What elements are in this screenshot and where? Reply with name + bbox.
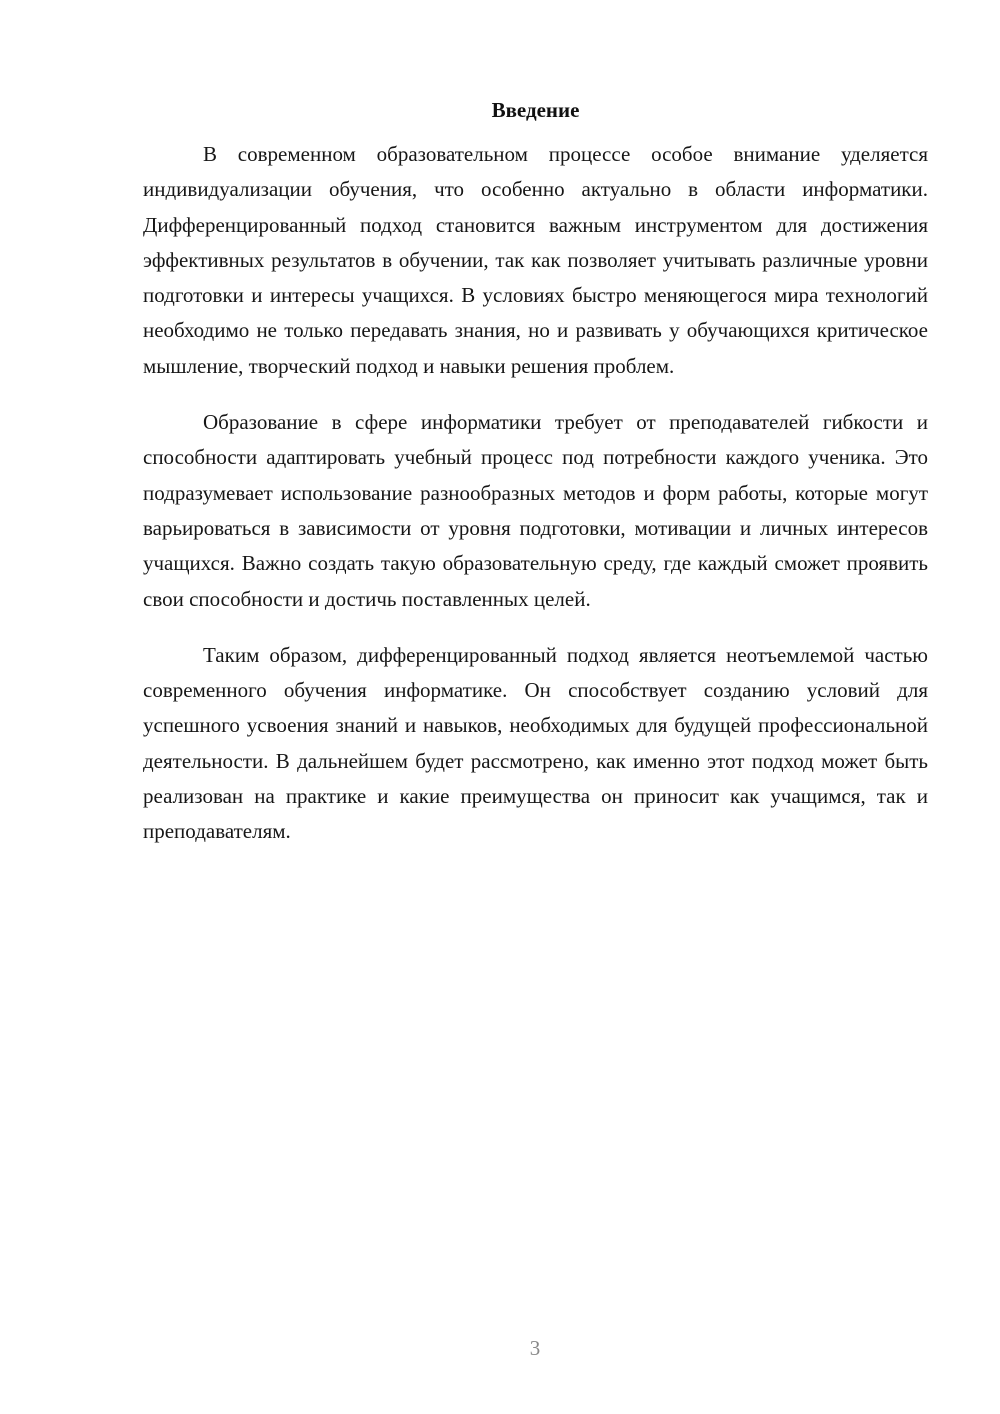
page-content (143, 94, 928, 871)
section-heading: Введение (491, 98, 580, 122)
paragraph-3: Таким образом, дифференцированный подход является неотъемлемой частью современного обучения информатике. Он способствует созданию условий для успешного усвоения знаний и навыков, необходимых для будущей профессиональной деятельности. В дальнейшем будет рассмотрено, как именно этот подход может быть реализован на практике и какие преимущества он приносит как учащимся, так и преподавателям. (143, 642, 928, 844)
page-number: 3 (529, 1336, 541, 1360)
paragraph-2: Образование в сфере информатики требует от преподавателей гибкости и способности адаптировать учебный процесс под потребности каждого ученика. Это подразумевает использование разнообразных методов и форм работы, которые могут варьироваться в зависимости от уровня подготовки, мотивации и личных интересов учащихся. Важно создать такую образовательную среду, где каждый сможет проявить свои способности и достичь поставленных целей. (143, 410, 928, 611)
paragraph-1: В современном образовательном процессе особое внимание уделяется индивидуализации обучения, что особенно актуально в области информатики. Дифференцированный подход становится важным инструментом для достижения эффективных результатов в обучении, так как позволяет учитывать различные уровни подготовки и интересы учащихся. В условиях быстро меняющегося мира технологий необходимо не только передавать знания, но и развивать у обучающихся критическое мышление, творческий подход и навыки решения проблем. (143, 142, 928, 378)
